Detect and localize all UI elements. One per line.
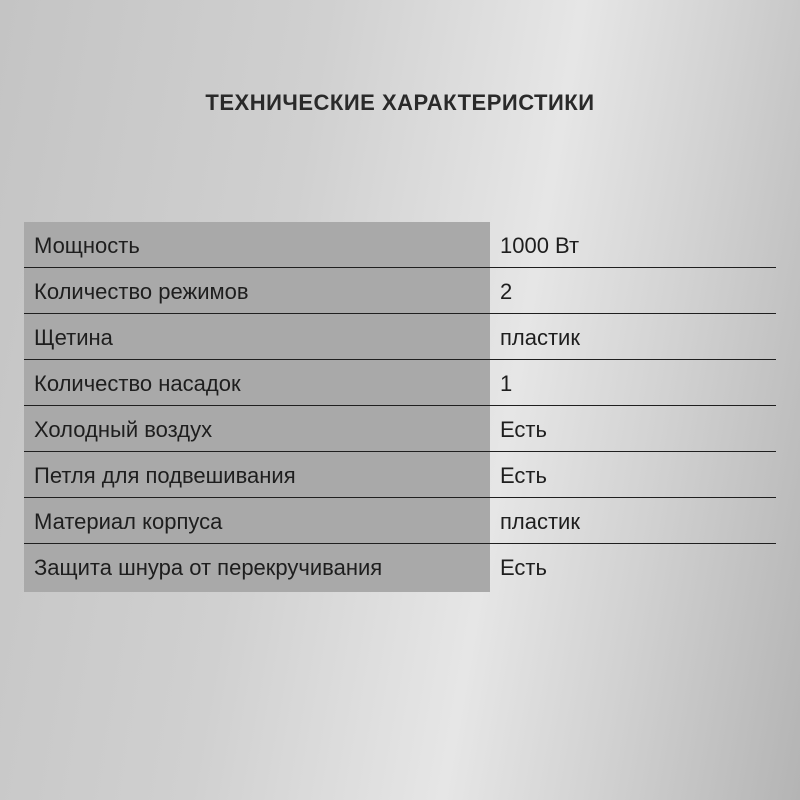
spec-row xyxy=(24,314,776,360)
spec-value: пластик xyxy=(500,325,580,350)
spec-row xyxy=(24,268,776,314)
spec-row xyxy=(24,222,776,268)
spec-row xyxy=(24,498,776,544)
spec-label: Количество режимов xyxy=(34,279,249,304)
spec-value: 2 xyxy=(500,279,513,304)
spec-row xyxy=(24,406,776,452)
spec-label: Материал корпуса xyxy=(34,509,223,534)
spec-label: Количество насадок xyxy=(34,371,241,396)
spec-table xyxy=(24,222,776,590)
spec-value: 1 xyxy=(500,371,513,396)
spec-label: Петля для подвешивания xyxy=(34,463,296,488)
spec-value: пластик xyxy=(500,509,580,534)
spec-value: 1000 Вт xyxy=(500,233,580,258)
spec-value: Есть xyxy=(500,463,547,488)
spec-value: Есть xyxy=(500,555,547,580)
spec-label: Холодный воздух xyxy=(34,417,213,442)
spec-value: Есть xyxy=(500,417,547,442)
spec-row xyxy=(24,544,776,590)
spec-label: Мощность xyxy=(34,233,140,258)
spec-row xyxy=(24,452,776,498)
spec-label: Защита шнура от перекручивания xyxy=(34,555,383,580)
spec-row xyxy=(24,360,776,406)
page-title: ТЕХНИЧЕСКИЕ ХАРАКТЕРИСТИКИ xyxy=(205,90,595,115)
spec-label: Щетина xyxy=(34,325,113,350)
